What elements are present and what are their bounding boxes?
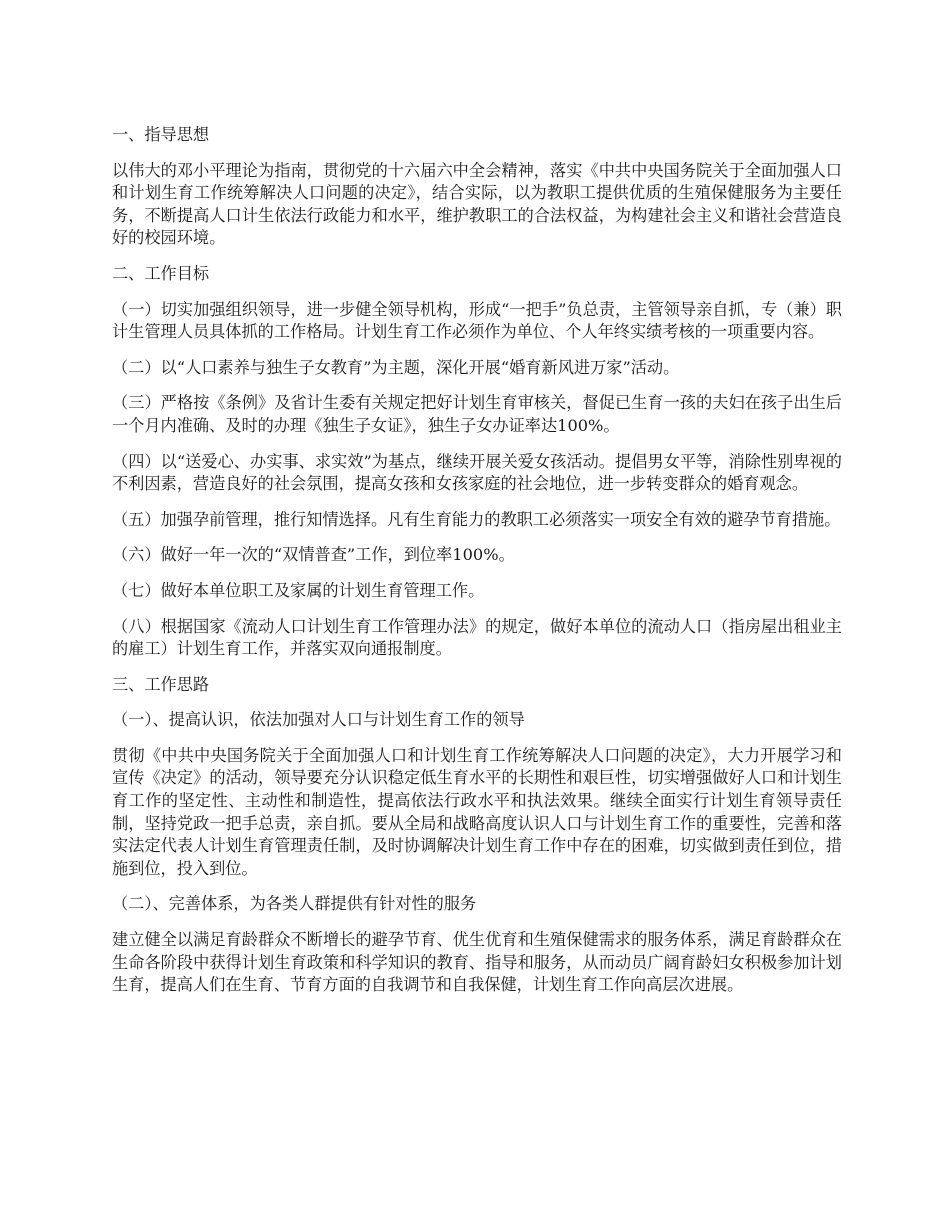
approach-paragraph-2: 建立健全以满足育龄群众不断增长的避孕节育、优生优育和生殖保健需求的服务体系，满足育龄群众在生命各阶段中获得计划生育政策和科学知识的教育、指导和服务，从而动员广阔育龄妇女积极参加计划生育，提高人们在生育、节育方面的自我调节和自我保健，计划生育工作向高层次进展。 <box>112 930 842 995</box>
goal-item-4: （四）以“送爱心、办实事、求实效”为基点，继续开展关爱女孩活动。提倡男女平等，消除性别卑视的不利因素，营造良好的社会氛围，提高女孩和女孩家庭的社会地位，进一步转变群众的婚育观念。 <box>112 451 842 494</box>
goal-item-2: （二）以“人口素养与独生子女教育”为主题，深化开展“婚育新风进万家”活动。 <box>112 357 680 377</box>
goal-item-1: （一）切实加强组织领导，进一步健全领导机构，形成“一把手”负总责，主管领导亲自抓，专（兼）职计生管理人员具体抓的工作格局。计划生育工作必须作为单位、个人年终实绩考核的一项重要内容。 <box>112 299 842 342</box>
approach-subheading-1: （一）、提高认识，依法加强对人口与计划生育工作的领导 <box>112 710 525 730</box>
section-heading-work-goals: 二、工作目标 <box>112 263 210 283</box>
approach-paragraph-1: 贯彻《中共中央国务院关于全面加强人口和计划生育工作统筹解决人口问题的决定》，大力开展学习和宣传《决定》的活动，领导要充分认识稳定低生育水平的长期性和艰巨性，切实增强做好人口和计划生育工作的坚定性、主动性和制造性，提高依法行政水平和执法效果。继续全面实行计划生育领导责任制，坚持党政一把手总责，亲自抓。要从全局和战略高度认识人口与计划生育工作的重要性，完善和落实法定代表人计划生育管理责任制，及时协调解决计划生育工作中存在的困难，切实做到责任到位，措施到位，投入到位。 <box>112 745 842 878</box>
paragraph-guiding-ideology: 以伟大的邓小平理论为指南，贯彻党的十六届六中全会精神，落实《中共中央国务院关于全面加强人口和计划生育工作统筹解决人口问题的决定》，结合实际，以为教职工提供优质的生殖保健服务为主要任务，不断提高人口计生依法行政能力和水平，维护教职工的合法权益，为构建社会主义和谐社会营造良好的校园环境。 <box>112 160 842 248</box>
approach-subheading-2: （二）、完善体系，为各类人群提供有针对性的服务 <box>112 894 477 914</box>
goal-item-7: （七）做好本单位职工及家属的计划生育管理工作。 <box>112 580 485 600</box>
goal-item-3: （三）严格按《条例》及省计生委有关规定把好计划生育审核关，督促已生育一孩的夫妇在孩子出生后一个月内准确、及时的办理《独生子女证》，独生子女办证率达100%。 <box>112 393 842 435</box>
goal-item-5: （五）加强孕前管理，推行知情选择。凡有生育能力的教职工必须落实一项安全有效的避孕节育措施。 <box>112 509 841 529</box>
goal-item-8: （八）根据国家《流动人口计划生育工作管理办法》的规定，做好本单位的流动人口（指房屋出租业主的雇工）计划生育工作，并落实双向通报制度。 <box>112 616 842 659</box>
goal-item-6: （六）做好一年一次的“双情普查”工作，到位率100%。 <box>112 545 515 565</box>
section-heading-guiding-ideology: 一、指导思想 <box>112 125 210 144</box>
section-heading-work-approach: 三、工作思路 <box>112 674 210 694</box>
